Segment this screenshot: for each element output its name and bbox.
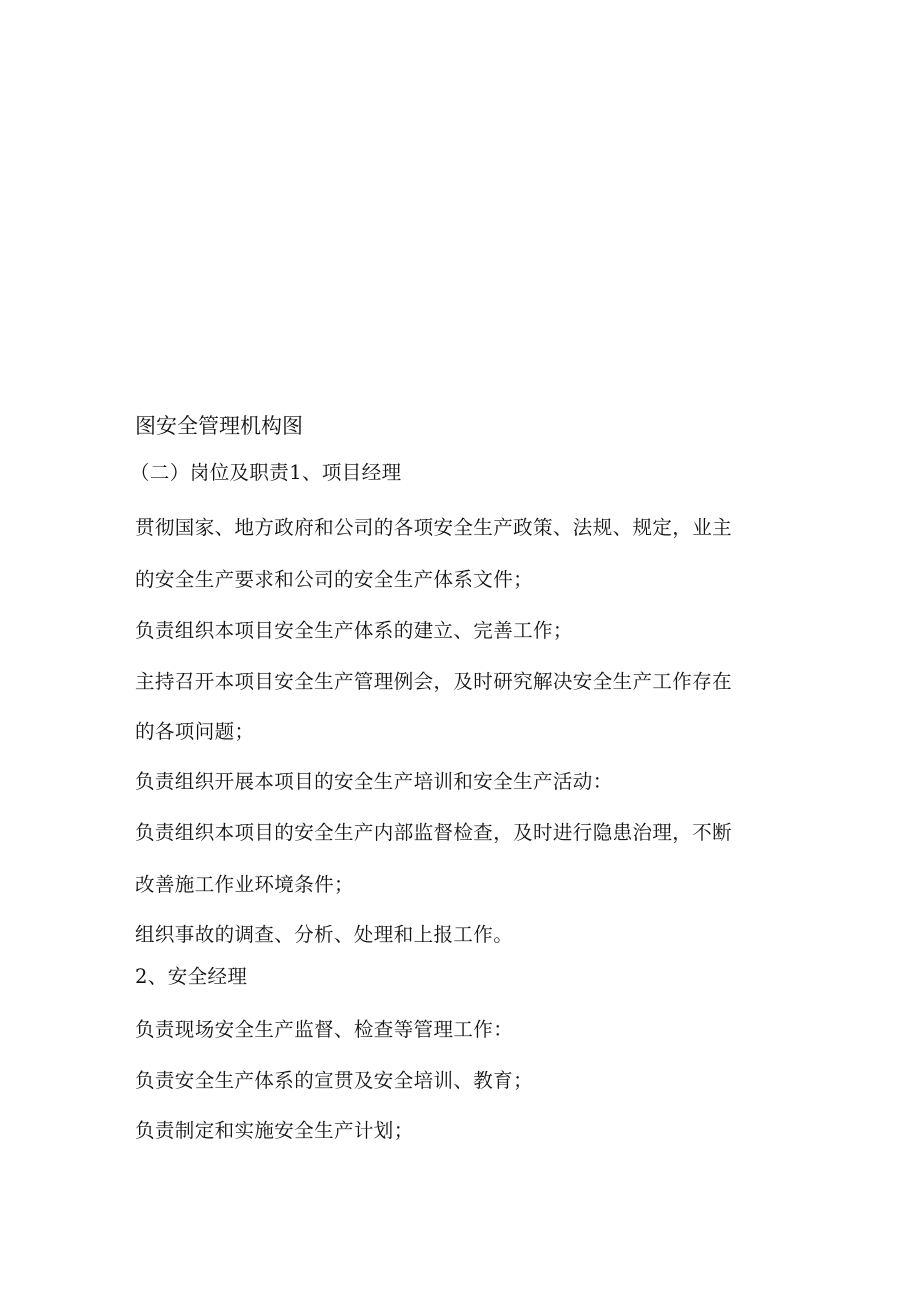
duty-line: 负责安全生产体系的宣贯及安全培训、教育； <box>135 1069 534 1092</box>
duty-line: 负责组织本项目的安全生产内部监督检查，及时进行隐患治理，不断 <box>135 821 733 844</box>
duty-line: 的各项问题； <box>135 720 255 743</box>
figure-caption: 图安全管理机构图 <box>135 414 303 438</box>
duty-line: 组织事故的调查、分析、处理和上报工作。 <box>135 923 514 946</box>
duty-line: 负责组织开展本项目的安全生产培训和安全生产活动： <box>135 770 613 793</box>
duty-line: 改善施工作业环境条件； <box>135 873 354 896</box>
duty-line: 负责组织本项目安全生产体系的建立、完善工作； <box>135 619 573 642</box>
duty-line: 主持召开本项目安全生产管理例会，及时研究解决安全生产工作存在 <box>135 670 733 693</box>
subsection-heading: 2、安全经理 <box>135 965 248 988</box>
section-heading: （二）岗位及职责1、项目经理 <box>130 461 402 484</box>
duty-line: 的安全生产要求和公司的安全生产体系文件； <box>135 568 534 591</box>
duty-line: 负责现场安全生产监督、检查等管理工作： <box>135 1018 514 1041</box>
duty-line: 贯彻国家、地方政府和公司的各项安全生产政策、法规、规定，业主 <box>135 516 733 539</box>
duty-line: 负责制定和实施安全生产计划； <box>135 1119 414 1142</box>
